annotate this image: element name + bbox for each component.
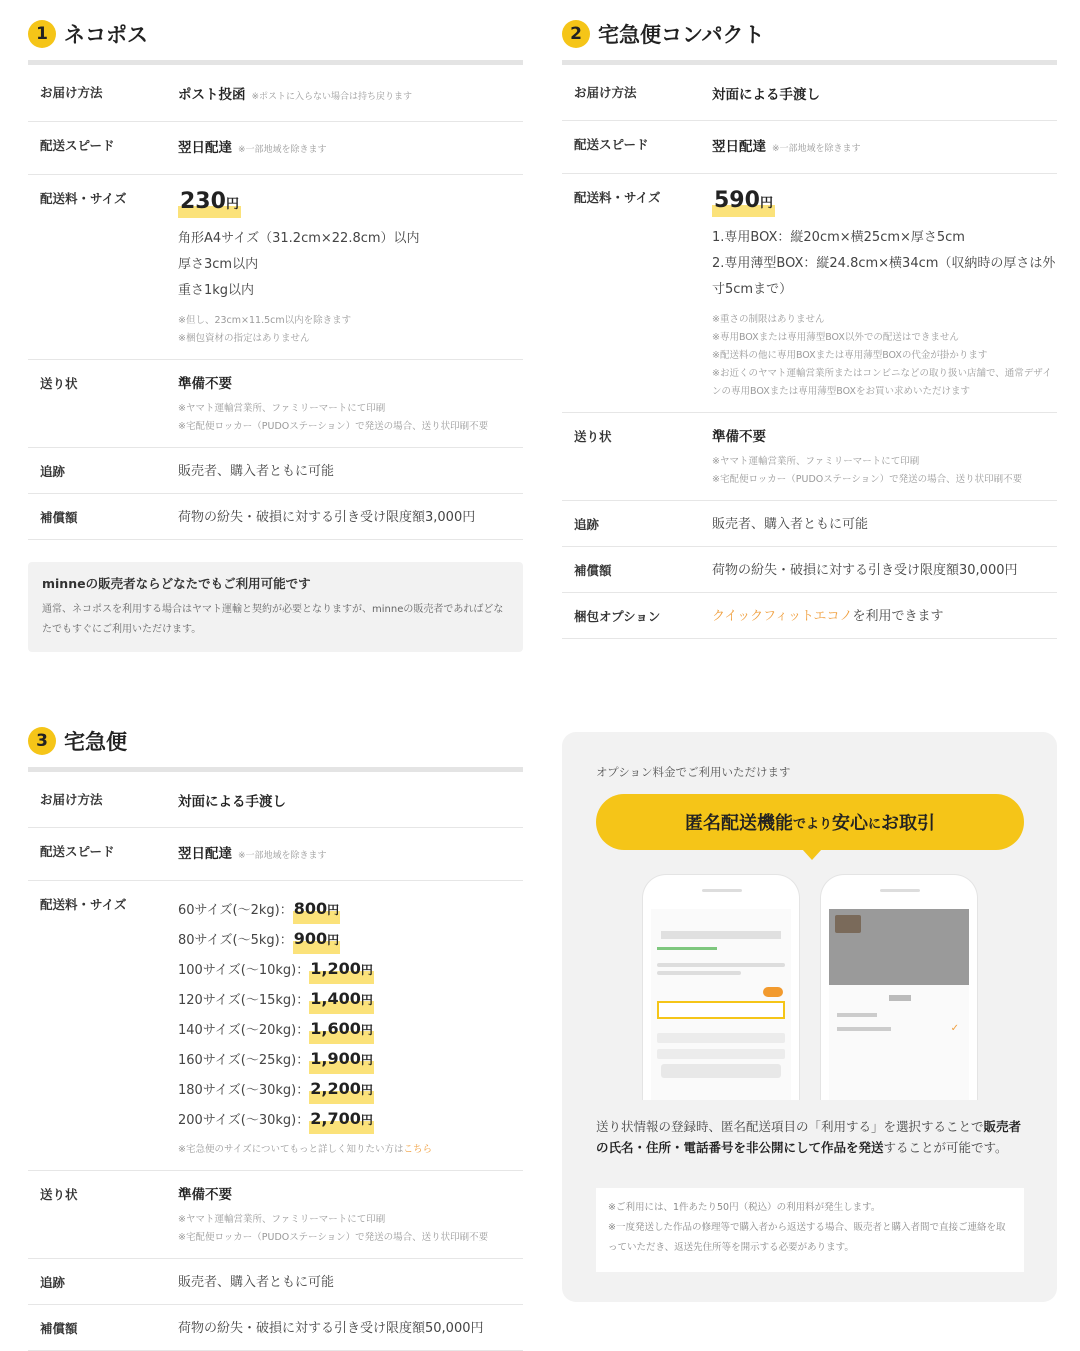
speed-note: ※一部地域を除きます <box>238 851 327 861</box>
row-label: 配送料・サイズ <box>40 191 127 206</box>
progress-bar <box>657 947 717 950</box>
fee-note: ※重さの制限はありません <box>712 314 825 325</box>
minne-info-box <box>28 562 523 652</box>
row-compensation <box>28 494 523 540</box>
size-price-value: 800 <box>293 899 328 918</box>
row-label: 補償額 <box>40 510 78 525</box>
phone-mockup-selection-sheet <box>820 874 978 1100</box>
row-label: 配送スピード <box>40 844 115 859</box>
row-label: 配送料・サイズ <box>40 897 127 912</box>
panel-notes <box>596 1188 1024 1272</box>
yen-unit: 円 <box>759 196 773 211</box>
nekopos-section <box>28 18 523 652</box>
row-label: 補償額 <box>40 1321 78 1336</box>
row-label: 追跡 <box>40 464 66 479</box>
row-method <box>28 69 523 122</box>
size-price-line <box>178 1105 523 1135</box>
row-label: 送り状 <box>574 429 612 444</box>
slip-note: ※ヤマト運輸営業所、ファミリーマートにて印刷 <box>178 1214 386 1225</box>
size-line: 厚さ3cm以内 <box>178 257 259 272</box>
yen-unit: 円 <box>327 933 340 947</box>
yen-unit: 円 <box>327 903 340 917</box>
size-price-line <box>178 1015 523 1045</box>
size-price-line <box>178 985 523 1015</box>
panel-note: ※一度発送した作品の修理等で購入者から返送する場合、販売者と購入者間で直接ご連絡を取っていただき、返送先住所等を開示する必要があります。 <box>608 1222 1006 1253</box>
size-price-value: 1,900 <box>310 1049 361 1068</box>
sheet-title <box>889 995 911 1001</box>
row-fee <box>562 174 1057 413</box>
row-packing-option <box>562 593 1057 639</box>
slip-note: ※宅配便ロッカー（PUDOステーション）で発送の場合、送り状印刷不要 <box>178 1232 489 1243</box>
phone-screen <box>651 909 791 1100</box>
anonymous-option-highlight <box>657 1001 785 1019</box>
compact-section <box>562 18 1057 639</box>
size-price-line <box>178 955 523 985</box>
slip-note: ※宅配便ロッカー（PUDOステーション）で発送の場合、送り状印刷不要 <box>712 474 1023 485</box>
slip-value: 準備不要 <box>178 1187 232 1203</box>
sheet-option <box>837 1027 891 1031</box>
tracking-value: 販売者、購入者ともに可能 <box>178 1275 335 1290</box>
panel-note: ※ご利用には、1件あたり50円（税込）の利用料が発生します。 <box>608 1202 881 1213</box>
speed-value: 翌日配達 <box>178 140 232 156</box>
row-label: 梱包オプション <box>574 609 661 624</box>
row-speed <box>28 828 523 881</box>
row-slip <box>28 360 523 448</box>
slip-value: 準備不要 <box>178 376 232 392</box>
size-label: 60サイズ(〜2kg)： <box>178 903 293 918</box>
row-slip <box>28 1171 523 1259</box>
speed-value: 翌日配達 <box>712 139 766 155</box>
row-label: お届け方法 <box>40 792 103 807</box>
size-label: 100サイズ(〜10kg)： <box>178 963 310 978</box>
method-note: ※ポストに入らない場合は持ち戻ります <box>251 92 413 102</box>
compensation-value: 荷物の紛失・破損に対する引き受け限度額30,000円 <box>712 563 1018 578</box>
phone-screen <box>829 909 969 1100</box>
desc-text: 送り状情報の登録時、匿名配送項目の「利用する」を選択することで <box>596 1119 984 1134</box>
size-line: 1.専用BOX：縦20cm×横25cm×厚さ5cm <box>712 230 965 245</box>
row-speed <box>562 121 1057 174</box>
row-fee <box>28 881 523 1171</box>
row-slip <box>562 413 1057 501</box>
size-line: 重さ1kg以内 <box>178 283 255 298</box>
size-price-value: 1,400 <box>310 989 361 1008</box>
info-box-title: minneの販売者ならどなたでもご利用可能です <box>42 576 311 591</box>
slip-note: ※ヤマト運輸営業所、ファミリーマートにて印刷 <box>712 456 920 467</box>
number-badge: 2 <box>562 20 590 48</box>
speed-note: ※一部地域を除きます <box>772 144 861 154</box>
size-line: 2.専用薄型BOX：縦24.8cm×横34cm（収納時の厚さは外寸5cmまで） <box>712 256 1056 297</box>
size-price-value: 900 <box>293 929 328 948</box>
row-label: 配送スピード <box>574 137 649 152</box>
banner-text: 匿名配送機能 <box>684 813 793 834</box>
row-label: 追跡 <box>574 517 600 532</box>
banner-tail <box>802 849 822 860</box>
anonymous-shipping-banner <box>596 794 1024 850</box>
toggle-icon <box>763 987 783 997</box>
row-tracking <box>28 448 523 494</box>
size-label: 200サイズ(〜30kg)： <box>178 1113 310 1128</box>
size-price-line <box>178 895 523 925</box>
desc-text: することが可能です。 <box>883 1140 1008 1155</box>
number-badge: 3 <box>28 727 56 755</box>
speed-value: 翌日配達 <box>178 846 232 862</box>
takkyubin-section <box>28 725 523 1351</box>
size-label: 120サイズ(〜15kg)： <box>178 993 310 1008</box>
size-price-line <box>178 925 523 955</box>
slip-value: 準備不要 <box>712 429 766 445</box>
slip-note: ※宅配便ロッカー（PUDOステーション）で発送の場合、送り状印刷不要 <box>178 421 489 432</box>
row-tracking <box>28 1259 523 1305</box>
size-price-value: 1,600 <box>310 1019 361 1038</box>
yen-unit: 円 <box>360 1113 373 1127</box>
takkyubin-title-row <box>28 725 523 757</box>
panel-description <box>596 1116 1026 1158</box>
method-value: 対面による手渡し <box>178 794 286 810</box>
section-title: ネコポス <box>64 23 148 47</box>
row-compensation <box>562 547 1057 593</box>
price-value: 590 <box>714 188 760 213</box>
fee-note: ※配送料の他に専用BOXまたは専用薄型BOXの代金が掛かります <box>712 350 988 361</box>
phone-speaker <box>880 889 920 892</box>
nekopos-title-row <box>28 18 523 50</box>
size-note: ※宅急便のサイズについてもっと詳しく知りたい方は <box>178 1144 404 1155</box>
section-title: 宅急便 <box>64 730 127 754</box>
screen-title-bar <box>661 931 781 939</box>
fee-note: ※梱包資材の指定はありません <box>178 333 310 344</box>
yen-unit: 円 <box>225 197 239 212</box>
tracking-value: 販売者、購入者ともに可能 <box>712 517 869 532</box>
section-title: 宅急便コンパクト <box>598 23 765 47</box>
title-divider <box>28 60 523 65</box>
banner-text: に <box>868 816 882 832</box>
row-fee <box>28 175 523 360</box>
option-text: を利用できます <box>852 609 944 624</box>
panel-caption: オプション料金でご利用いただけます <box>596 765 791 779</box>
yen-unit: 円 <box>360 963 373 977</box>
size-label: 160サイズ(〜25kg)： <box>178 1053 310 1068</box>
size-label: 140サイズ(〜20kg)： <box>178 1023 310 1038</box>
size-price-line <box>178 1075 523 1105</box>
banner-text: 安心 <box>832 813 868 834</box>
price <box>712 188 775 217</box>
fee-note: ※但し、23cm×11.5cm以内を除きます <box>178 315 352 326</box>
info-box-text: 通常、ネコポスを利用する場合はヤマト運輸と契約が必要となりますが、minneの販売者であればどなたでもすぐにご利用いただけます。 <box>42 604 504 635</box>
size-details-link[interactable]: こちら <box>403 1144 433 1155</box>
quick-fit-econo-link[interactable]: クイックフィットエコノ <box>712 609 853 624</box>
phone-mockup-shipping-form <box>642 874 800 1100</box>
row-compensation <box>28 1305 523 1351</box>
yen-unit: 円 <box>360 993 373 1007</box>
compensation-value: 荷物の紛失・破損に対する引き受け限度額3,000円 <box>178 510 476 525</box>
title-divider <box>562 60 1057 65</box>
fee-note: ※お近くのヤマト運輸営業所またはコンビニなどの取り扱い店舗で、通常デザインの専用BOXまたは専用薄型BOXをお買い求めいただけます <box>712 368 1052 397</box>
size-price-value: 2,200 <box>310 1079 361 1098</box>
yen-unit: 円 <box>360 1053 373 1067</box>
desc-bold-text: 販売者の氏名・住所・電話番号を非公開にして作品を発送 <box>596 1119 1022 1155</box>
row-label: 送り状 <box>40 1187 78 1202</box>
anonymous-shipping-panel <box>562 732 1057 1302</box>
method-value: ポスト投函 <box>178 87 246 103</box>
size-price-value: 2,700 <box>310 1109 361 1128</box>
row-label: 送り状 <box>40 376 78 391</box>
compact-title-row <box>562 18 1057 50</box>
row-method <box>562 69 1057 121</box>
size-label: 80サイズ(〜5kg)： <box>178 933 293 948</box>
row-label: 補償額 <box>574 563 612 578</box>
size-line: 角形A4サイズ（31.2cm×22.8cm）以内 <box>178 231 420 246</box>
banner-text: でより <box>792 816 832 832</box>
product-thumbnail <box>835 915 861 933</box>
sheet-option <box>837 1013 877 1017</box>
yen-unit: 円 <box>360 1083 373 1097</box>
compensation-value: 荷物の紛失・破損に対する引き受け限度額50,000円 <box>178 1321 484 1336</box>
size-price-line <box>178 1045 523 1075</box>
screen-button <box>661 1064 781 1078</box>
row-tracking <box>562 501 1057 547</box>
slip-note: ※ヤマト運輸営業所、ファミリーマートにて印刷 <box>178 403 386 414</box>
check-icon: ✓ <box>950 1023 959 1034</box>
row-speed <box>28 122 523 175</box>
yen-unit: 円 <box>360 1023 373 1037</box>
size-price-value: 1,200 <box>310 959 361 978</box>
method-value: 対面による手渡し <box>712 87 820 103</box>
speed-note: ※一部地域を除きます <box>238 145 327 155</box>
banner-text: お取引 <box>881 813 936 834</box>
fee-note: ※専用BOXまたは専用薄型BOX以外での配送はできません <box>712 332 959 343</box>
row-label: お届け方法 <box>40 85 103 100</box>
row-label: 配送スピード <box>40 138 115 153</box>
row-label: お届け方法 <box>574 85 637 100</box>
phone-speaker <box>702 889 742 892</box>
row-method <box>28 776 523 828</box>
title-divider <box>28 767 523 772</box>
row-label: 追跡 <box>40 1275 66 1290</box>
row-label: 配送料・サイズ <box>574 190 661 205</box>
price <box>178 189 241 218</box>
tracking-value: 販売者、購入者ともに可能 <box>178 464 335 479</box>
price-value: 230 <box>180 189 226 214</box>
number-badge: 1 <box>28 20 56 48</box>
size-label: 180サイズ(〜30kg)： <box>178 1083 310 1098</box>
